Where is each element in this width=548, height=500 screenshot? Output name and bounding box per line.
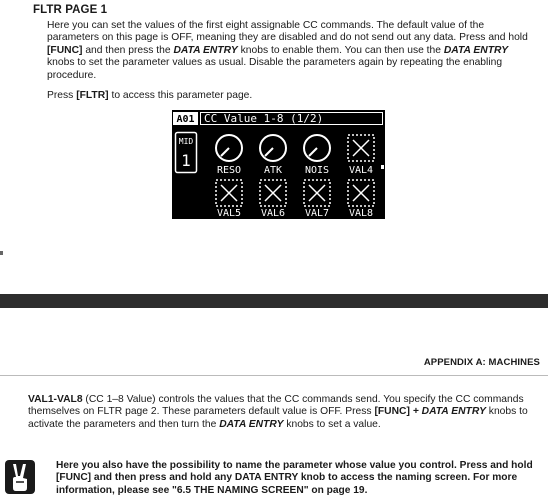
data-entry-term: DATA ENTRY [443,44,509,56]
param-label-atk: ATK [263,165,283,176]
func-key: [FUNC] [47,44,83,56]
param-label-val5: VAL5 [216,208,242,219]
data-entry-term: DATA ENTRY [219,418,284,430]
fltr-key: [FLTR] [76,90,109,101]
param-label-val8: VAL8 [348,208,374,219]
disabled-box-val6 [260,180,286,206]
param-label-reso: RESO [216,165,242,176]
running-header: APPENDIX A: MACHINES [423,357,540,368]
screen-graphic [172,110,385,219]
data-entry-term: DATA ENTRY [421,406,486,418]
param-label-nois: NOIS [304,165,330,176]
disabled-box-val4 [348,135,374,161]
val-paragraph: VAL1-VAL8 (CC 1–8 Value) controls the values that the CC commands send. You specify the CC commands themselves on FLTR page 2. These parameters default value is OFF. Press [FUNC] + DATA ENTRY knobs to activate the parameters and then turn the DATA ENTRY knobs to set a value. [28,394,528,430]
knob-atk [260,135,286,161]
disabled-box-val8 [348,180,374,206]
disabled-box-val7 [304,180,330,206]
page-edge-mark [0,251,3,255]
header-rule [0,375,548,376]
midi-label: MID [178,137,194,146]
screen-page-title: CC Value 1-8 (1/2) [204,112,324,125]
page-break-band [0,294,548,308]
intro-paragraph: Here you can set the values of the first eight assignable CC commands. The default value of the parameters on this page is OFF, meaning they are disabled and do not send out any data. Press and hold [FUNC] and then press the DATA ENTRY knobs to enable them. You can then use the DATA ENTRY knobs to set the parameter values as usual. Disable the parameters again by repeating the enabling procedure. [47,20,528,81]
device-screen [172,110,385,219]
slot-label: A01 [176,114,195,125]
disabled-box-val5 [216,180,242,206]
param-label-val6: VAL6 [260,208,286,219]
section-title: FLTR PAGE 1 [33,4,108,16]
access-paragraph: Press [FLTR] to access this parameter page. [47,90,253,101]
knob-nois [304,135,330,161]
knob-reso [216,135,242,161]
peace-hand-icon [5,460,35,494]
data-entry-term: DATA ENTRY [173,44,238,56]
midi-channel: 1 [181,151,191,170]
page-indicator [381,165,384,169]
val-term: VAL1-VAL8 [28,394,83,405]
param-label-val4: VAL4 [348,165,374,176]
func-key: [FUNC] [374,406,410,418]
note-text: Here you also have the possibility to name the parameter whose value you control. Press and hold [FUNC] and then press and hold any DATA ENTRY knob to access the naming screen. For more information, please see "6.5 THE NAMING SCREEN" on page 19. [56,460,533,496]
param-label-val7: VAL7 [304,208,330,219]
